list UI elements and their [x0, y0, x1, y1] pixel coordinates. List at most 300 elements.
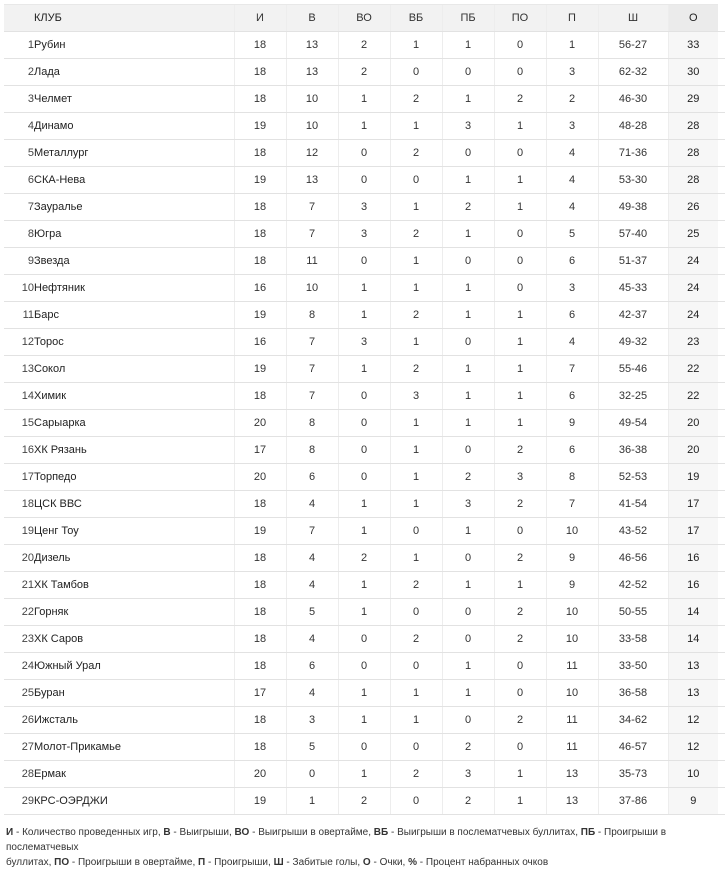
row-wins: 12 [286, 140, 338, 167]
legend-text-ot-losses: - Проигрыши в овертайме, [69, 857, 199, 868]
row-ot-losses: 1 [494, 329, 546, 356]
row-club[interactable]: Челмет [34, 86, 234, 113]
legend-text-wins: - Выигрыши, [170, 827, 235, 838]
row-spacer [718, 572, 725, 599]
row-losses: 5 [546, 221, 598, 248]
row-wins: 4 [286, 572, 338, 599]
table-row [4, 464, 725, 491]
row-so-losses: 1 [442, 302, 494, 329]
row-goals: 46-30 [598, 86, 668, 113]
row-position: 20 [4, 545, 34, 572]
row-club[interactable]: ЦСК ВВС [34, 491, 234, 518]
row-wins: 4 [286, 545, 338, 572]
row-so-losses: 0 [442, 437, 494, 464]
row-wins: 1 [286, 788, 338, 815]
row-so-wins: 3 [390, 383, 442, 410]
row-games: 18 [234, 626, 286, 653]
row-position: 8 [4, 221, 34, 248]
row-club[interactable]: Динамо [34, 113, 234, 140]
row-ot-losses: 2 [494, 545, 546, 572]
row-club[interactable]: Звезда [34, 248, 234, 275]
row-ot-losses: 2 [494, 491, 546, 518]
row-so-losses: 2 [442, 194, 494, 221]
header-wins[interactable]: В [286, 5, 338, 32]
legend-text-goals: - Забитые голы, [283, 857, 363, 868]
header-spacer [718, 5, 725, 32]
row-losses: 11 [546, 707, 598, 734]
row-club[interactable]: ХК Рязань [34, 437, 234, 464]
row-games: 18 [234, 140, 286, 167]
table-row [4, 410, 725, 437]
row-so-wins: 1 [390, 491, 442, 518]
row-goals: 49-38 [598, 194, 668, 221]
row-spacer [718, 383, 725, 410]
legend-text-points: - Очки, [370, 857, 409, 868]
row-losses: 11 [546, 734, 598, 761]
row-ot-wins: 0 [338, 653, 390, 680]
row-so-wins: 1 [390, 437, 442, 464]
row-club[interactable]: Буран [34, 680, 234, 707]
row-losses: 4 [546, 167, 598, 194]
row-wins: 0 [286, 761, 338, 788]
row-wins: 6 [286, 653, 338, 680]
row-losses: 7 [546, 491, 598, 518]
row-so-wins: 1 [390, 248, 442, 275]
legend-text-so-wins: - Выигрыши в послематчевых буллитах, [388, 827, 581, 838]
row-so-losses: 3 [442, 761, 494, 788]
row-club[interactable]: Горняк [34, 599, 234, 626]
table-row [4, 59, 725, 86]
legend-abbr-percent: % [408, 857, 418, 868]
row-club[interactable]: Ижсталь [34, 707, 234, 734]
row-wins: 6 [286, 464, 338, 491]
row-losses: 3 [546, 113, 598, 140]
row-club[interactable]: Дизель [34, 545, 234, 572]
row-ot-wins: 2 [338, 788, 390, 815]
row-club[interactable]: Нефтяник [34, 275, 234, 302]
row-club[interactable]: Рубин [34, 32, 234, 59]
legend-text-so-losses-cont: буллитах, [6, 857, 55, 868]
row-position: 4 [4, 113, 34, 140]
row-ot-losses: 1 [494, 302, 546, 329]
table-row [4, 626, 725, 653]
table-row [4, 248, 725, 275]
row-points: 24 [668, 275, 718, 302]
row-goals: 71-36 [598, 140, 668, 167]
row-ot-wins: 0 [338, 140, 390, 167]
row-games: 17 [234, 680, 286, 707]
row-ot-losses: 1 [494, 167, 546, 194]
legend-line-2 [6, 855, 712, 870]
row-goals: 55-46 [598, 356, 668, 383]
row-wins: 4 [286, 626, 338, 653]
row-ot-losses: 1 [494, 572, 546, 599]
row-points: 33 [668, 32, 718, 59]
row-wins: 7 [286, 356, 338, 383]
row-wins: 13 [286, 32, 338, 59]
table-row [4, 437, 725, 464]
row-so-wins: 2 [390, 761, 442, 788]
row-goals: 56-27 [598, 32, 668, 59]
row-so-losses: 1 [442, 653, 494, 680]
row-spacer [718, 518, 725, 545]
legend-text-losses: - Проигрыши, [205, 857, 274, 868]
row-ot-losses: 1 [494, 761, 546, 788]
row-club[interactable]: Сокол [34, 356, 234, 383]
row-games: 19 [234, 356, 286, 383]
row-losses: 13 [546, 761, 598, 788]
row-ot-losses: 2 [494, 626, 546, 653]
row-so-losses: 0 [442, 140, 494, 167]
row-so-wins: 0 [390, 167, 442, 194]
row-games: 18 [234, 545, 286, 572]
row-position: 2 [4, 59, 34, 86]
row-games: 18 [234, 32, 286, 59]
row-ot-wins: 1 [338, 302, 390, 329]
row-losses: 6 [546, 302, 598, 329]
row-ot-wins: 1 [338, 761, 390, 788]
row-goals: 46-57 [598, 734, 668, 761]
header-ot-losses[interactable]: ПО [494, 5, 546, 32]
row-so-wins: 0 [390, 59, 442, 86]
row-points: 12 [668, 707, 718, 734]
row-points: 24 [668, 302, 718, 329]
row-ot-wins: 1 [338, 113, 390, 140]
row-goals: 41-54 [598, 491, 668, 518]
row-ot-wins: 1 [338, 599, 390, 626]
row-games: 19 [234, 302, 286, 329]
row-ot-losses: 0 [494, 32, 546, 59]
row-club[interactable]: Сарыарка [34, 410, 234, 437]
row-wins: 8 [286, 302, 338, 329]
row-goals: 49-54 [598, 410, 668, 437]
row-spacer [718, 275, 725, 302]
header-club[interactable]: КЛУБ [34, 5, 234, 32]
row-club[interactable]: Металлург [34, 140, 234, 167]
row-club[interactable]: Торпедо [34, 464, 234, 491]
row-games: 20 [234, 464, 286, 491]
row-points: 22 [668, 383, 718, 410]
row-ot-wins: 1 [338, 518, 390, 545]
row-club[interactable]: КРС-ОЭРДЖИ [34, 788, 234, 815]
row-games: 18 [234, 734, 286, 761]
row-spacer [718, 707, 725, 734]
row-spacer [718, 626, 725, 653]
row-so-losses: 1 [442, 275, 494, 302]
row-spacer [718, 788, 725, 815]
row-position: 13 [4, 356, 34, 383]
row-ot-wins: 0 [338, 626, 390, 653]
row-points: 25 [668, 221, 718, 248]
row-ot-losses: 1 [494, 194, 546, 221]
row-goals: 34-62 [598, 707, 668, 734]
table-row [4, 545, 725, 572]
row-ot-losses: 1 [494, 356, 546, 383]
standings-table [4, 4, 725, 815]
row-club[interactable]: Югра [34, 221, 234, 248]
row-so-wins: 0 [390, 599, 442, 626]
row-points: 30 [668, 59, 718, 86]
table-row [4, 194, 725, 221]
row-goals: 33-58 [598, 626, 668, 653]
row-so-wins: 2 [390, 86, 442, 113]
row-games: 17 [234, 437, 286, 464]
table-row [4, 734, 725, 761]
row-spacer [718, 410, 725, 437]
row-games: 18 [234, 707, 286, 734]
row-wins: 5 [286, 599, 338, 626]
row-points: 28 [668, 113, 718, 140]
row-spacer [718, 86, 725, 113]
row-games: 18 [234, 59, 286, 86]
row-games: 18 [234, 248, 286, 275]
row-goals: 49-32 [598, 329, 668, 356]
row-position: 26 [4, 707, 34, 734]
row-points: 12 [668, 734, 718, 761]
row-wins: 4 [286, 491, 338, 518]
row-so-losses: 1 [442, 86, 494, 113]
row-ot-wins: 2 [338, 32, 390, 59]
header-row [4, 5, 725, 32]
row-goals: 57-40 [598, 221, 668, 248]
row-games: 18 [234, 194, 286, 221]
table-row [4, 275, 725, 302]
header-goals[interactable]: Ш [598, 5, 668, 32]
row-wins: 13 [286, 59, 338, 86]
row-spacer [718, 491, 725, 518]
row-losses: 4 [546, 329, 598, 356]
legend-text-games: - Количество проведенных игр, [13, 827, 164, 838]
legend-line-1 [6, 825, 712, 855]
row-position: 9 [4, 248, 34, 275]
row-losses: 6 [546, 383, 598, 410]
legend-text-so-losses: - Проигрыши в послематчевых [6, 827, 667, 853]
row-position: 19 [4, 518, 34, 545]
row-ot-losses: 2 [494, 707, 546, 734]
row-points: 26 [668, 194, 718, 221]
row-so-losses: 0 [442, 545, 494, 572]
row-losses: 11 [546, 653, 598, 680]
row-games: 19 [234, 167, 286, 194]
row-spacer [718, 437, 725, 464]
row-losses: 1 [546, 32, 598, 59]
row-so-losses: 0 [442, 707, 494, 734]
row-club[interactable]: Торос [34, 329, 234, 356]
row-wins: 7 [286, 329, 338, 356]
row-so-wins: 1 [390, 707, 442, 734]
row-wins: 10 [286, 275, 338, 302]
row-losses: 3 [546, 275, 598, 302]
row-ot-losses: 1 [494, 788, 546, 815]
row-games: 18 [234, 572, 286, 599]
row-points: 16 [668, 545, 718, 572]
row-ot-wins: 3 [338, 329, 390, 356]
row-so-wins: 0 [390, 653, 442, 680]
row-position: 25 [4, 680, 34, 707]
row-ot-wins: 3 [338, 194, 390, 221]
row-games: 18 [234, 221, 286, 248]
row-position: 17 [4, 464, 34, 491]
row-club[interactable]: СКА-Нева [34, 167, 234, 194]
row-so-losses: 2 [442, 464, 494, 491]
table-row [4, 167, 725, 194]
row-points: 29 [668, 86, 718, 113]
row-wins: 7 [286, 383, 338, 410]
row-ot-losses: 0 [494, 734, 546, 761]
row-ot-wins: 1 [338, 356, 390, 383]
row-so-wins: 0 [390, 788, 442, 815]
row-ot-losses: 1 [494, 383, 546, 410]
row-wins: 10 [286, 86, 338, 113]
row-so-wins: 0 [390, 518, 442, 545]
row-ot-wins: 1 [338, 572, 390, 599]
row-games: 16 [234, 275, 286, 302]
row-games: 18 [234, 86, 286, 113]
row-ot-losses: 3 [494, 464, 546, 491]
row-position: 18 [4, 491, 34, 518]
row-losses: 6 [546, 437, 598, 464]
row-wins: 5 [286, 734, 338, 761]
row-so-wins: 2 [390, 140, 442, 167]
header-losses[interactable]: П [546, 5, 598, 32]
row-ot-wins: 0 [338, 734, 390, 761]
legend-abbr-so-losses: ПБ [580, 827, 596, 838]
row-spacer [718, 194, 725, 221]
row-so-wins: 2 [390, 221, 442, 248]
row-so-wins: 1 [390, 410, 442, 437]
table-row [4, 140, 725, 167]
row-spacer [718, 221, 725, 248]
row-club[interactable]: ХК Саров [34, 626, 234, 653]
row-wins: 8 [286, 410, 338, 437]
row-goals: 42-52 [598, 572, 668, 599]
row-losses: 4 [546, 140, 598, 167]
row-ot-wins: 2 [338, 545, 390, 572]
header-so-losses[interactable]: ПБ [442, 5, 494, 32]
row-so-wins: 1 [390, 194, 442, 221]
table-row [4, 599, 725, 626]
row-so-wins: 1 [390, 680, 442, 707]
legend-abbr-losses: П [198, 857, 206, 868]
row-wins: 7 [286, 221, 338, 248]
row-so-wins: 1 [390, 32, 442, 59]
legend-abbr-wins: В [163, 827, 171, 838]
table-row [4, 329, 725, 356]
row-points: 10 [668, 761, 718, 788]
row-points: 24 [668, 248, 718, 275]
header-games[interactable]: И [234, 5, 286, 32]
row-club[interactable]: ХК Тамбов [34, 572, 234, 599]
row-spacer [718, 545, 725, 572]
row-goals: 46-56 [598, 545, 668, 572]
row-games: 20 [234, 761, 286, 788]
row-ot-losses: 1 [494, 113, 546, 140]
row-so-wins: 0 [390, 734, 442, 761]
row-losses: 3 [546, 59, 598, 86]
row-wins: 11 [286, 248, 338, 275]
row-games: 18 [234, 599, 286, 626]
row-ot-losses: 0 [494, 140, 546, 167]
legend-text-ot-wins: - Выигрыши в овертайме, [249, 827, 374, 838]
row-points: 28 [668, 167, 718, 194]
row-ot-wins: 2 [338, 59, 390, 86]
table-row [4, 788, 725, 815]
row-losses: 10 [546, 626, 598, 653]
row-goals: 36-58 [598, 680, 668, 707]
row-games: 18 [234, 383, 286, 410]
row-losses: 6 [546, 248, 598, 275]
row-so-wins: 1 [390, 113, 442, 140]
header-position [4, 5, 34, 32]
row-so-losses: 0 [442, 626, 494, 653]
row-club[interactable]: Барс [34, 302, 234, 329]
row-points: 13 [668, 653, 718, 680]
row-club[interactable]: Химик [34, 383, 234, 410]
row-position: 5 [4, 140, 34, 167]
row-position: 27 [4, 734, 34, 761]
row-position: 15 [4, 410, 34, 437]
header-so-wins[interactable]: ВБ [390, 5, 442, 32]
header-ot-wins[interactable]: ВО [338, 5, 390, 32]
row-wins: 13 [286, 167, 338, 194]
row-losses: 8 [546, 464, 598, 491]
row-ot-losses: 1 [494, 410, 546, 437]
row-ot-wins: 1 [338, 680, 390, 707]
row-goals: 32-25 [598, 383, 668, 410]
row-points: 14 [668, 599, 718, 626]
row-losses: 13 [546, 788, 598, 815]
row-losses: 9 [546, 545, 598, 572]
row-losses: 9 [546, 410, 598, 437]
table-row [4, 302, 725, 329]
row-position: 3 [4, 86, 34, 113]
row-goals: 35-73 [598, 761, 668, 788]
row-goals: 43-52 [598, 518, 668, 545]
row-ot-losses: 2 [494, 86, 546, 113]
legend-abbr-ot-wins: ВО [234, 827, 250, 838]
row-ot-losses: 2 [494, 437, 546, 464]
row-club[interactable]: Молот-Прикамье [34, 734, 234, 761]
row-wins: 10 [286, 113, 338, 140]
row-club[interactable]: Южный Урал [34, 653, 234, 680]
row-club[interactable]: Ермак [34, 761, 234, 788]
row-position: 1 [4, 32, 34, 59]
header-points[interactable]: О [668, 5, 718, 32]
row-ot-losses: 0 [494, 518, 546, 545]
row-points: 14 [668, 626, 718, 653]
row-club[interactable]: Ценг Тоу [34, 518, 234, 545]
row-so-losses: 0 [442, 59, 494, 86]
row-ot-wins: 3 [338, 221, 390, 248]
row-goals: 62-32 [598, 59, 668, 86]
row-position: 21 [4, 572, 34, 599]
row-so-wins: 1 [390, 464, 442, 491]
table-row [4, 707, 725, 734]
row-spacer [718, 248, 725, 275]
row-ot-losses: 0 [494, 221, 546, 248]
row-goals: 51-37 [598, 248, 668, 275]
row-ot-wins: 1 [338, 491, 390, 518]
row-ot-losses: 0 [494, 275, 546, 302]
row-club[interactable]: Зауралье [34, 194, 234, 221]
table-row [4, 221, 725, 248]
legend [6, 825, 712, 870]
row-points: 28 [668, 140, 718, 167]
row-games: 19 [234, 113, 286, 140]
row-spacer [718, 599, 725, 626]
row-ot-wins: 0 [338, 437, 390, 464]
row-club[interactable]: Лада [34, 59, 234, 86]
